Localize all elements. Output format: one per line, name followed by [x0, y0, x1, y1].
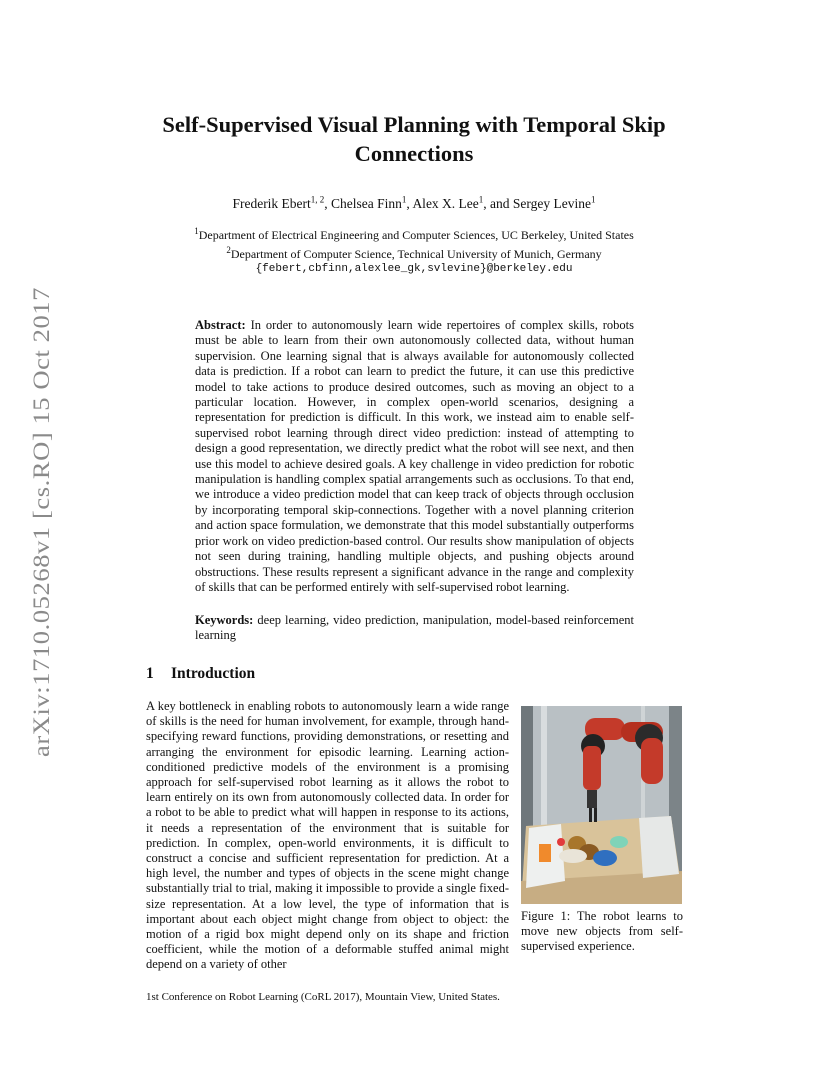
abstract-label: Abstract: — [195, 318, 246, 332]
abstract-text: In order to autonomously learn wide repertoires of complex skills, robots must be able to learn from their own autonomously collected data, without human supervision. One learning signal that is always available for autonomously collected data is prediction. If a robot can learn to predict the future, it can use this predictive model to take actions to produce desired outcomes, such as moving an object to a particular location. However, in complex open-world scenarios, designing a representation for prediction is difficult. In this work, we instead aim to enable self-supervised robot learning through direct video prediction: instead of attempting to design a good representation, we directly predict what the robot will see next, and then use this model to achieve desired goals. A key challenge in video prediction for robotic manipulation is handling complex spatial arrangements such as occlusions. To that end, we introduce a video prediction model that can keep track of objects through occlusion by incorporating temporal skip-connections. Together with a novel planning criterion and action space formulation, we demonstrate that this model substantially outperforms prior work on video prediction-based control. Our results show manipulation of objects not seen during training, handling multiple objects, and pushing objects around obstructions. These results represent a significant advance in the range and complexity of skills that can be performed entirely with self-supervised robot learning. — [195, 318, 635, 594]
affiliation-1: $^1$Department of Electrical Engineering and Computer Sciences, UC Berkeley, United States — [194, 226, 634, 242]
arxiv-id-text: arXiv:1710.05268v1 [cs.RO] 15 Oct 2017 — [29, 349, 54, 757]
author: Alex X. Lee$^1$, and — [412, 194, 513, 211]
title-line-2: Connections — [354, 141, 474, 166]
keywords — [195, 613, 634, 644]
section-heading — [146, 665, 255, 683]
figure-caption: Figure 1: The robot learns to move new objects from self-supervised experience. — [521, 909, 683, 954]
abstract — [195, 318, 634, 595]
author: Chelsea Finn$^1$, — [331, 194, 413, 211]
section-title: Introduction — [171, 665, 256, 682]
section-number: 1 — [146, 665, 154, 682]
arxiv-side-identifier — [18, 285, 60, 760]
title-line-1: Self-Supervised Visual Planning with Temporal Skip — [162, 112, 666, 137]
affiliations — [120, 224, 708, 277]
author: Sergey Levine$^1$ — [512, 194, 596, 211]
intro-paragraph: A key bottleneck in enabling robots to autonomously learn a wide range of skills is the need for human involvement, for example, through hand-specifying reward functions, providing demonstrations, or resetting and arranging the environment for episodic learning. Learning action-conditioned predictive models of the environment is a promising approach for self-supervised robot learning as it allows the robot to learn entirely on its own from autonomously collected data. In order for a robot to be able to predict what will happen in response to its actions, it needs a representation of the environment that is suitable for prediction. In complex, open-world environments, it is difficult to construct a concise and sufficient representation for prediction. At a high level, the number and types of objects in the scene might change substantially trial to trial, making it impossible to provide a single fixed-size representation. At a low level, the type of information that is important about each object might change from object to object: the motion of a rigid box might depend only on its shape and friction coefficient, while the motion of a deformable stuffed animal might depend on a variety of other — [146, 699, 509, 972]
robot-photo — [521, 706, 682, 904]
paper-title — [120, 110, 708, 168]
footnote: 1st Conference on Robot Learning (CoRL 2017), Mountain View, United States. — [146, 991, 500, 1003]
author: Frederik Ebert$^{1, 2}$, — [232, 194, 332, 211]
keywords-label: Keywords: — [195, 613, 254, 627]
keywords-text: deep learning, video prediction, manipulation, model-based reinforcement learning — [195, 613, 634, 643]
author-emails: {febert,cbfinn,alexlee_gk,svlevine}@berkeley.edu — [255, 263, 573, 275]
affiliation-2: $^2$Department of Computer Science, Technical University of Munich, Germany — [226, 245, 602, 261]
author-list — [120, 194, 708, 212]
